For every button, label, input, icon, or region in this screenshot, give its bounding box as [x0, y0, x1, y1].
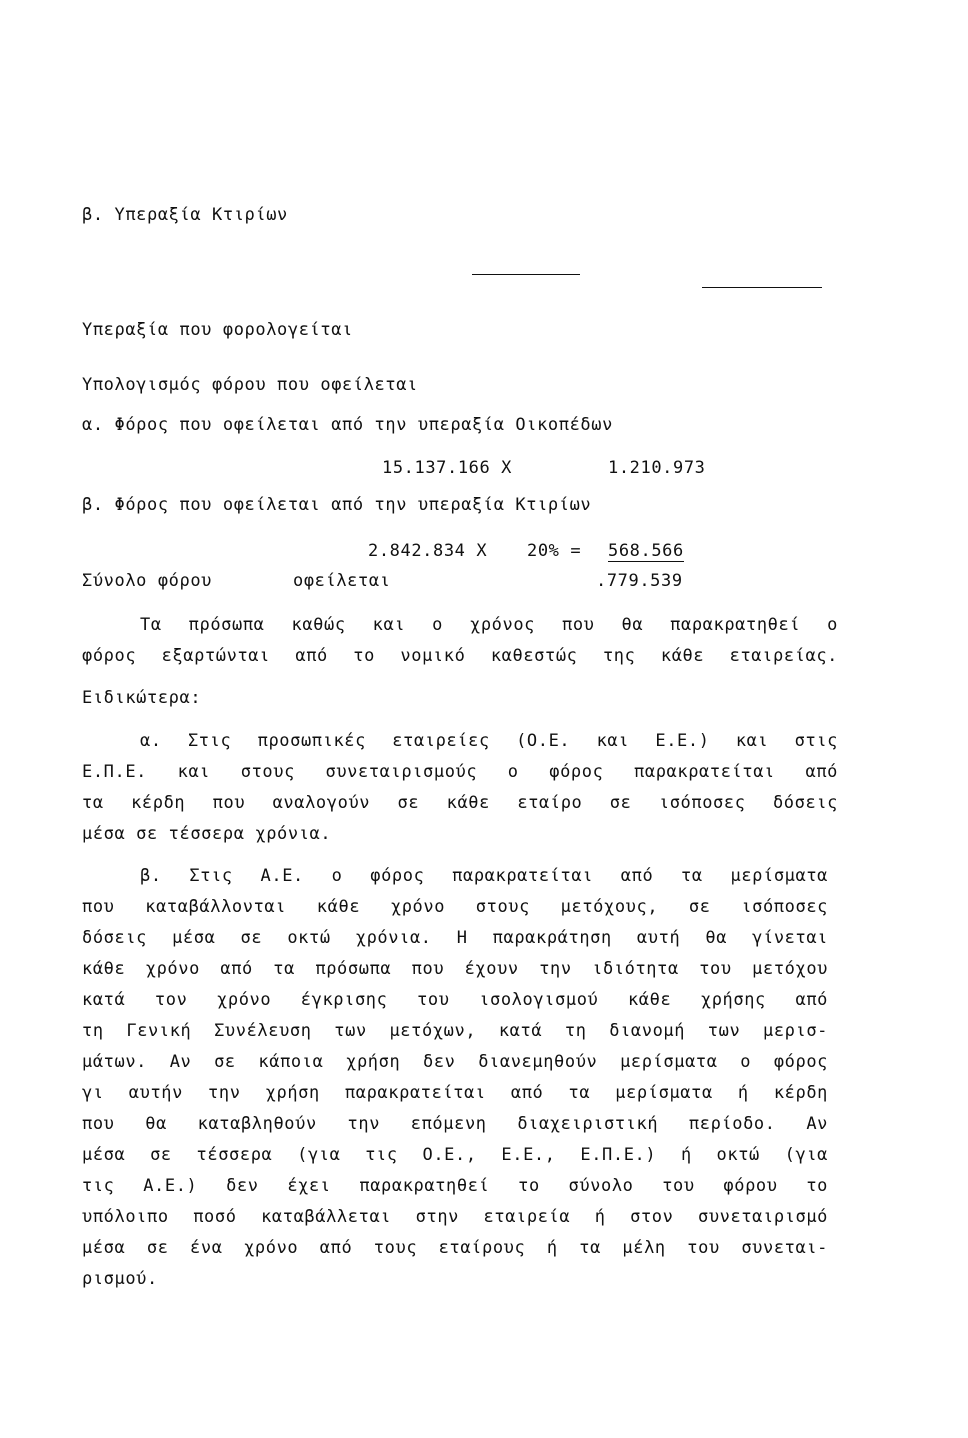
para-b-line: τη Γενική Συνέλευση των μετόχων, κατά τη διανομή των μερισ-	[82, 1021, 828, 1041]
para-b-line: ρισμού.	[82, 1269, 158, 1289]
item-b-result: 568.566	[608, 541, 684, 561]
para-b-line: τις Α.Ε.) δεν έχει παρακρατηθεί το σύνολο του φόρου το	[82, 1176, 828, 1196]
item-b-rate: 20% =	[527, 541, 582, 561]
item-a-result: 1.210.973	[608, 458, 706, 478]
para-b-line: μέσα σε ένα χρόνο από τους εταίρους ή τα μέλη του συνεται-	[82, 1238, 828, 1258]
para-b-line: μάτων. Αν σε κάποια χρήση δεν διανεμηθούν μερίσματα ο φόρος	[82, 1052, 828, 1072]
para-b-line: κατά τον χρόνο έγκρισης του ισολογισμού κάθε χρήσης από	[82, 990, 828, 1010]
para-a-line: Ε.Π.Ε. και στους συνεταιρισμούς ο φόρος παρακρατείται από	[82, 762, 838, 782]
taxable-gain-label: Υπεραξία που φορολογείται	[82, 320, 353, 340]
para-b-line: κάθε χρόνο από τα πρόσωπα που έχουν την ιδιότητα του μετόχου	[82, 959, 828, 979]
column-rule-left	[472, 274, 580, 275]
para-b-line: που καταβάλλονται κάθε χρόνο στους μετόχους, σε ισόποσες	[82, 897, 828, 917]
item-a-amount: 15.137.166 Χ	[382, 458, 513, 478]
para-b-line: που θα καταβληθούν την επόμενη διαχειριστική περίοδο. Αν	[82, 1114, 828, 1134]
specifically-label: Ειδικώτερα:	[82, 688, 202, 708]
item-a-text: α. Φόρος που οφείλεται από την υπεραξία Οικοπέδων	[82, 415, 613, 435]
section-heading: β. Υπεραξία Κτιρίων	[82, 205, 288, 225]
para-b-line: υπόλοιπο ποσό καταβάλλεται στην εταιρεία ή στον συνεταιρισμό	[82, 1207, 828, 1227]
total-owed-label: οφείλεται	[293, 571, 391, 591]
item-b-amount: 2.842.834 Χ	[368, 541, 488, 561]
para1-line: φόρος εξαρτώνται από το νομικό καθεστώς της κάθε εταιρείας.	[82, 646, 838, 666]
calculation-title: Υπολογισμός φόρου που οφείλεται	[82, 375, 418, 395]
para-a-line: μέσα σε τέσσερα χρόνια.	[82, 824, 332, 844]
para-b-line: γι αυτήν την χρήση παρακρατείται από τα μερίσματα ή κέρδη	[82, 1083, 828, 1103]
para-b-line: μέσα σε τέσσερα (για τις Ο.Ε., Ε.Ε., Ε.Π.Ε.) ή οκτώ (για	[82, 1145, 828, 1165]
para-b-line: β. Στις Α.Ε. ο φόρος παρακρατείται από τα μερίσματα	[140, 866, 828, 886]
para-a-line: α. Στις προσωπικές εταιρείες (Ο.Ε. και Ε.Ε.) και στις	[140, 731, 838, 751]
para-b-line: δόσεις μέσα σε οκτώ χρόνια. Η παρακράτηση αυτή θα γίνεται	[82, 928, 828, 948]
column-rule-right	[702, 287, 822, 288]
para1-line: Τα πρόσωπα καθώς και ο χρόνος που θα παρακρατηθεί ο	[140, 615, 838, 635]
para-a-line: τα κέρδη που αναλογούν σε κάθε εταίρο σε ισόποσες δόσεις	[82, 793, 838, 813]
total-value: .779.539	[596, 571, 683, 591]
total-label: Σύνολο φόρου	[82, 571, 213, 591]
item-b-text: β. Φόρος που οφείλεται από την υπεραξία Κτιρίων	[82, 495, 592, 515]
